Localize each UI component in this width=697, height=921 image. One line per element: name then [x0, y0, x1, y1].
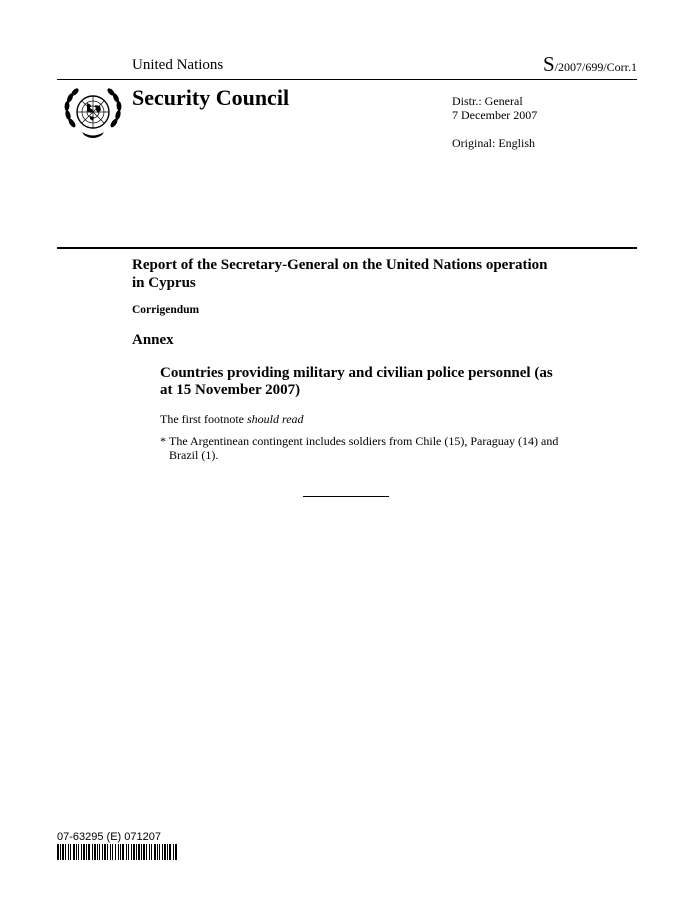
end-of-document-line: [303, 496, 389, 497]
footnote-text: The Argentinean contingent includes soldiers from Chile (15), Paraguay (14) and Brazil (1).: [169, 434, 559, 462]
barcode-icon: [57, 844, 177, 860]
footnote: [160, 434, 580, 462]
report-title: Report of the Secretary-General on the United Nations operation in Cyprus: [132, 257, 548, 291]
distribution: Distr.: General: [452, 94, 523, 108]
organization-name: United Nations: [132, 57, 224, 73]
annex-heading: Annex: [132, 332, 174, 348]
document-date: 7 December 2007: [452, 108, 538, 122]
instruction-emphasis: should read: [246, 412, 304, 426]
organ-title: Security Council: [132, 85, 290, 110]
header-rule: [57, 79, 637, 80]
title-rule: [57, 247, 637, 249]
distribution-block: [452, 94, 537, 122]
document-job-number: 07-63295 (E) 071207: [57, 831, 161, 843]
instruction-text: The first footnote: [160, 412, 247, 426]
correction-instruction: [160, 412, 304, 427]
symbol-number: /2007/699/Corr.1: [554, 60, 637, 74]
corrigendum-label: Corrigendum: [132, 304, 200, 316]
un-emblem-icon: [60, 87, 126, 143]
symbol-prefix: S: [542, 52, 555, 76]
original-language: Original: English: [452, 136, 535, 150]
annex-title: Countries providing military and civilian police personnel (as at 15 November 2007): [160, 365, 553, 398]
footnote-marker: *: [160, 434, 166, 448]
document-symbol: [543, 52, 637, 77]
